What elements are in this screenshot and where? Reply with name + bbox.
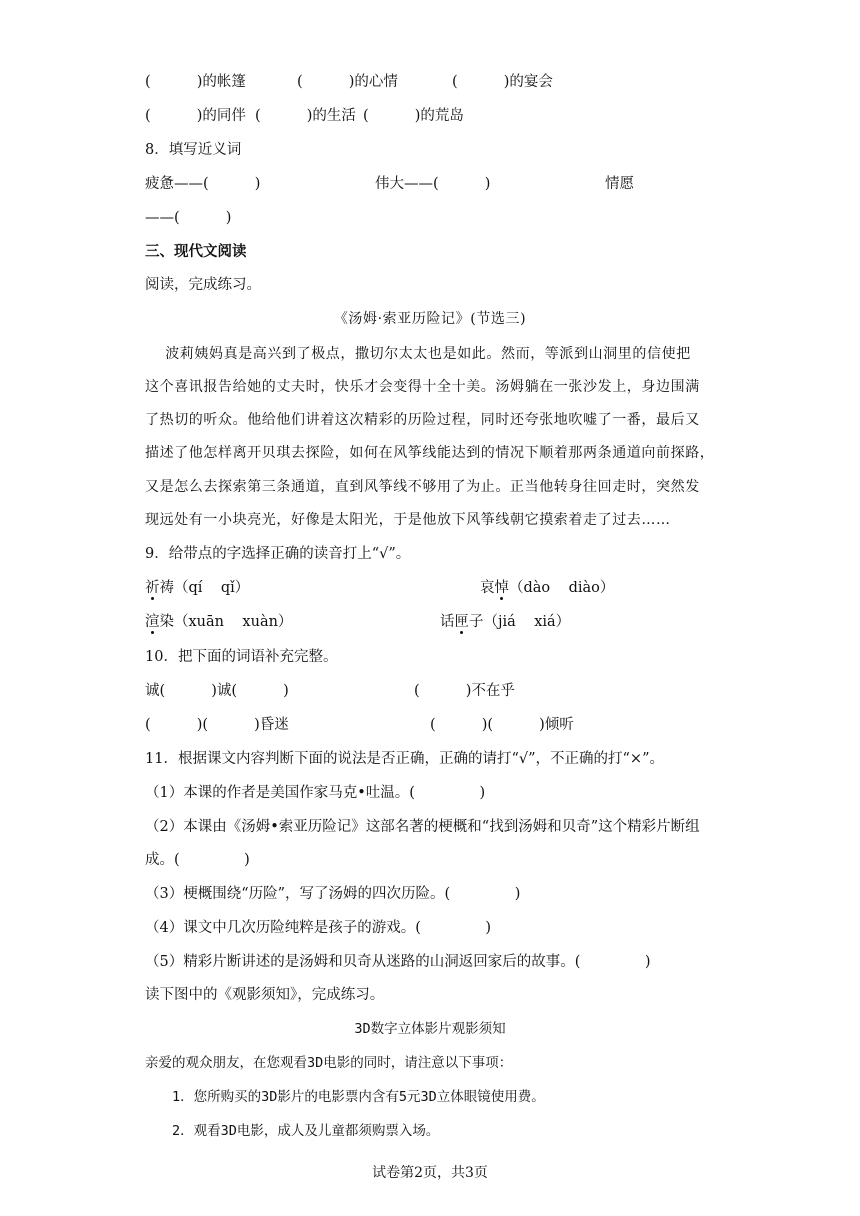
reading-instruction: 阅读，完成练习。 (145, 277, 261, 293)
pinyin-options: 染（xuān xuàn） (159, 614, 293, 630)
notice-greeting: 亲爱的观众朋友，在您观看3D电影的同时，请注意以下事项： (145, 1055, 513, 1071)
pinyin-choice-3[interactable] (145, 612, 292, 632)
fill-blank-tent[interactable]: ( )的帐篷 (145, 74, 246, 90)
word-blank-4[interactable]: ( )( )倾听 (430, 717, 574, 733)
dotted-char: 渲 (145, 614, 160, 630)
judgement-statement[interactable]: （5）精彩片断讲述的是汤姆和贝奇从迷路的山洞返回家后的故事。( ) (145, 954, 651, 970)
judgement-statement-cont[interactable]: 成。( ) (145, 852, 250, 868)
pinyin-choice-2[interactable] (480, 578, 614, 598)
synonym-word-3: 情愿 (605, 176, 634, 192)
fill-blank-life[interactable]: ( )的生活 (255, 108, 356, 124)
synonym-blank-2[interactable]: 伟大——( ) (375, 176, 491, 192)
plain-char: 话 (440, 614, 455, 630)
pinyin-choice-4[interactable] (440, 612, 570, 632)
pinyin-choice-1[interactable] (145, 578, 249, 598)
judgement-statement[interactable]: （3）梗概围绕“历险”，写了汤姆的四次历险。( ) (145, 886, 521, 902)
question-9-title: 9．给带点的字选择正确的读音打上“√”。 (145, 546, 411, 562)
pinyin-options: （dào diào） (509, 580, 615, 596)
judgement-statement[interactable]: （1）本课的作者是美国作家马克•吐温。( ) (145, 785, 486, 801)
passage-line: 现远处有一小块亮光，好像是太阳光，于是他放下风筝线朝它摸索着走了过去…… (145, 512, 671, 528)
fill-blank-island[interactable]: ( )的荒岛 (363, 108, 464, 124)
notice-instruction: 读下图中的《观影须知》，完成练习。 (145, 987, 385, 1003)
passage-line: 这个喜讯报告给她的丈夫时，快乐才会变得十全十美。汤姆躺在一张沙发上，身边围满 (145, 379, 700, 395)
passage-line: 描述了他怎样离开贝琪去探险，如何在风筝线能达到的情况下顺着那两条通道向前探路， (145, 445, 715, 461)
question-8-title: 8．填写近义词 (145, 142, 242, 158)
fill-blank-mood[interactable]: ( )的心情 (297, 74, 398, 90)
question-11-title: 11．根据课文内容判断下面的说法是否正确，正确的请打“√”，不正确的打“×”。 (145, 751, 664, 767)
plain-char: 哀 (480, 580, 495, 596)
notice-title: 3D数字立体影片观影须知 (354, 1021, 506, 1037)
word-blank-3[interactable]: ( )( )昏迷 (145, 717, 289, 733)
notice-item: 1．您所购买的3D影片的电影票内含有5元3D立体眼镜使用费。 (172, 1089, 545, 1105)
notice-item: 2．观看3D电影，成人及儿童都须购票入场。 (172, 1123, 440, 1139)
pinyin-options: 子（jiá xiá） (469, 614, 571, 630)
synonym-blank-1[interactable]: 疲惫——( ) (145, 176, 261, 192)
word-blank-1[interactable]: 诚( )诚( ) (145, 683, 289, 699)
synonym-blank-3[interactable]: ——( ) (145, 210, 232, 226)
judgement-statement[interactable]: （4）课文中几次历险纯粹是孩子的游戏。( ) (145, 920, 492, 936)
passage-line: 波莉姨妈真是高兴到了极点，撒切尔太太也是如此。然而，等派到山洞里的信使把 (145, 346, 691, 362)
word-blank-2[interactable]: ( )不在乎 (414, 683, 515, 699)
fill-blank-companion[interactable]: ( )的同伴 (145, 108, 246, 124)
passage-line: 又是怎么去探索第三条通道，直到风筝线不够用了为止。正当他转身往回走时，突然发 (145, 479, 700, 495)
judgement-statement[interactable]: （2）本课由《汤姆•索亚历险记》这部名著的梗概和“找到汤姆和贝奇”这个精彩片断组 (145, 819, 700, 835)
passage-title: 《汤姆·索亚历险记》(节选三) (333, 311, 527, 327)
passage-line: 了热切的听众。他给他们讲着这次精彩的历险过程，同时还夸张地吹嘘了一番，最后又 (145, 412, 700, 428)
fill-blank-banquet[interactable]: ( )的宴会 (452, 74, 553, 90)
dotted-char: 匣 (454, 614, 469, 630)
page-footer: 试卷第2页，共3页 (372, 1165, 488, 1181)
dotted-char: 祈 (145, 580, 160, 596)
pinyin-options: 祷（qí qǐ） (159, 580, 250, 596)
section-heading: 三、现代文阅读 (145, 243, 247, 260)
question-10-title: 10．把下面的词语补充完整。 (145, 649, 338, 665)
dotted-char: 悼 (494, 580, 509, 596)
